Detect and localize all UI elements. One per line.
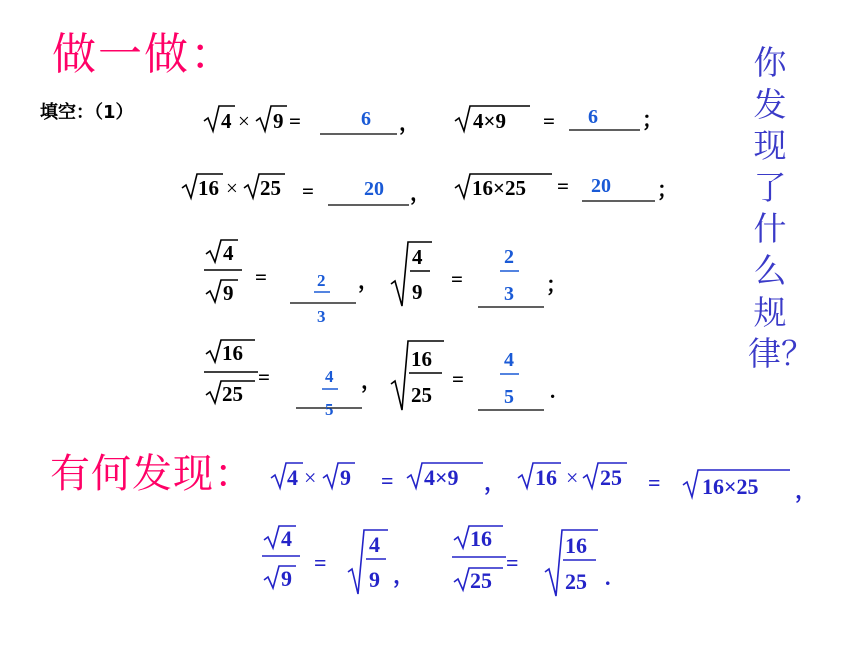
page-title: 做一做： <box>52 29 236 80</box>
answer-denominator: 3 <box>317 307 326 326</box>
equals-sign: = <box>314 550 327 575</box>
answer-denominator: 3 <box>504 283 514 305</box>
equals-sign: = <box>543 109 555 133</box>
radicand: 16 <box>535 465 557 490</box>
times-sign: × <box>226 176 238 200</box>
equals-sign: = <box>648 470 661 495</box>
row-1 <box>204 106 663 136</box>
radicand: 4 <box>287 465 298 490</box>
semicolon: ； <box>657 178 678 202</box>
numerator: 16 <box>222 341 243 365</box>
period: . <box>550 379 556 403</box>
answer-fraction <box>314 271 330 326</box>
numerator: 4 <box>412 245 423 269</box>
semicolon: ； <box>642 108 663 132</box>
fill-in-label-text: 填空： <box>40 102 94 123</box>
denominator: 25 <box>411 383 432 407</box>
answer: 20 <box>364 178 384 200</box>
radicand: 4 <box>221 109 232 133</box>
answer-numerator: 2 <box>317 271 326 290</box>
discovery-row-2 <box>262 526 611 596</box>
radicand: 16 <box>198 176 219 200</box>
equals-sign: = <box>302 179 314 203</box>
denominator: 25 <box>222 382 243 406</box>
times-sign: × <box>304 465 317 490</box>
radical-sign <box>348 530 388 594</box>
question-char: 现 <box>753 126 787 166</box>
times-sign: × <box>566 465 579 490</box>
denominator: 9 <box>412 280 423 304</box>
denominator: 9 <box>369 567 380 592</box>
comma: ， <box>399 111 420 135</box>
answer-fraction <box>500 349 519 408</box>
discovery-heading: 有何发现： <box>50 451 255 497</box>
answer-numerator: 2 <box>504 246 514 268</box>
numerator: 16 <box>411 347 432 371</box>
radicand: 9 <box>340 465 351 490</box>
semicolon: ； <box>546 273 567 297</box>
comma: ， <box>484 470 507 495</box>
comma: ， <box>361 369 382 393</box>
equals-sign: = <box>381 468 394 493</box>
radicand: 16×25 <box>702 474 759 499</box>
answer-denominator: 5 <box>504 386 514 408</box>
denominator: 25 <box>565 569 587 594</box>
question-char: 么 <box>753 250 787 290</box>
numerator: 4 <box>281 526 292 551</box>
equals-sign: = <box>557 174 569 198</box>
answer-denominator: 5 <box>325 400 334 419</box>
question-char: 了 <box>753 167 787 207</box>
times-sign: × <box>238 109 250 133</box>
equals-sign: = <box>451 267 463 291</box>
period: . <box>605 565 611 590</box>
item-index: （1） <box>94 102 134 123</box>
radicand: 9 <box>273 109 284 133</box>
question-char: 律？ <box>748 334 814 374</box>
answer-fraction <box>322 367 338 419</box>
answer: 6 <box>361 108 371 130</box>
answer-numerator: 4 <box>325 367 334 386</box>
numerator: 16 <box>565 533 587 558</box>
radicand: 25 <box>260 176 281 200</box>
equals-sign: = <box>506 550 519 575</box>
discovery-row-1 <box>271 463 817 504</box>
question-char: 发 <box>753 84 787 124</box>
equals-sign: = <box>258 365 270 389</box>
comma: ， <box>358 269 379 293</box>
row-4 <box>204 340 555 419</box>
answer-fraction <box>500 246 519 305</box>
numerator: 4 <box>223 241 234 265</box>
comma: ， <box>795 478 818 503</box>
comma: ， <box>393 563 416 588</box>
answer-numerator: 4 <box>504 349 514 371</box>
denominator: 9 <box>281 566 292 591</box>
radicand: 25 <box>600 465 622 490</box>
equals-sign: = <box>289 109 301 133</box>
question-char: 你 <box>753 43 787 82</box>
answer: 20 <box>591 175 611 197</box>
row-3 <box>204 240 567 326</box>
question-char: 规 <box>753 292 787 332</box>
equals-sign: = <box>452 367 464 391</box>
row-2 <box>182 174 678 206</box>
radicand: 4×9 <box>424 465 459 490</box>
answer: 6 <box>588 106 598 128</box>
comma: ， <box>410 181 431 205</box>
denominator: 9 <box>223 281 234 305</box>
radicand: 4×9 <box>473 109 506 133</box>
equals-sign: = <box>255 265 267 289</box>
question-char: 什 <box>753 209 787 249</box>
denominator: 25 <box>470 568 492 593</box>
numerator: 4 <box>369 532 380 557</box>
radicand: 16×25 <box>472 176 526 200</box>
numerator: 16 <box>470 526 492 551</box>
